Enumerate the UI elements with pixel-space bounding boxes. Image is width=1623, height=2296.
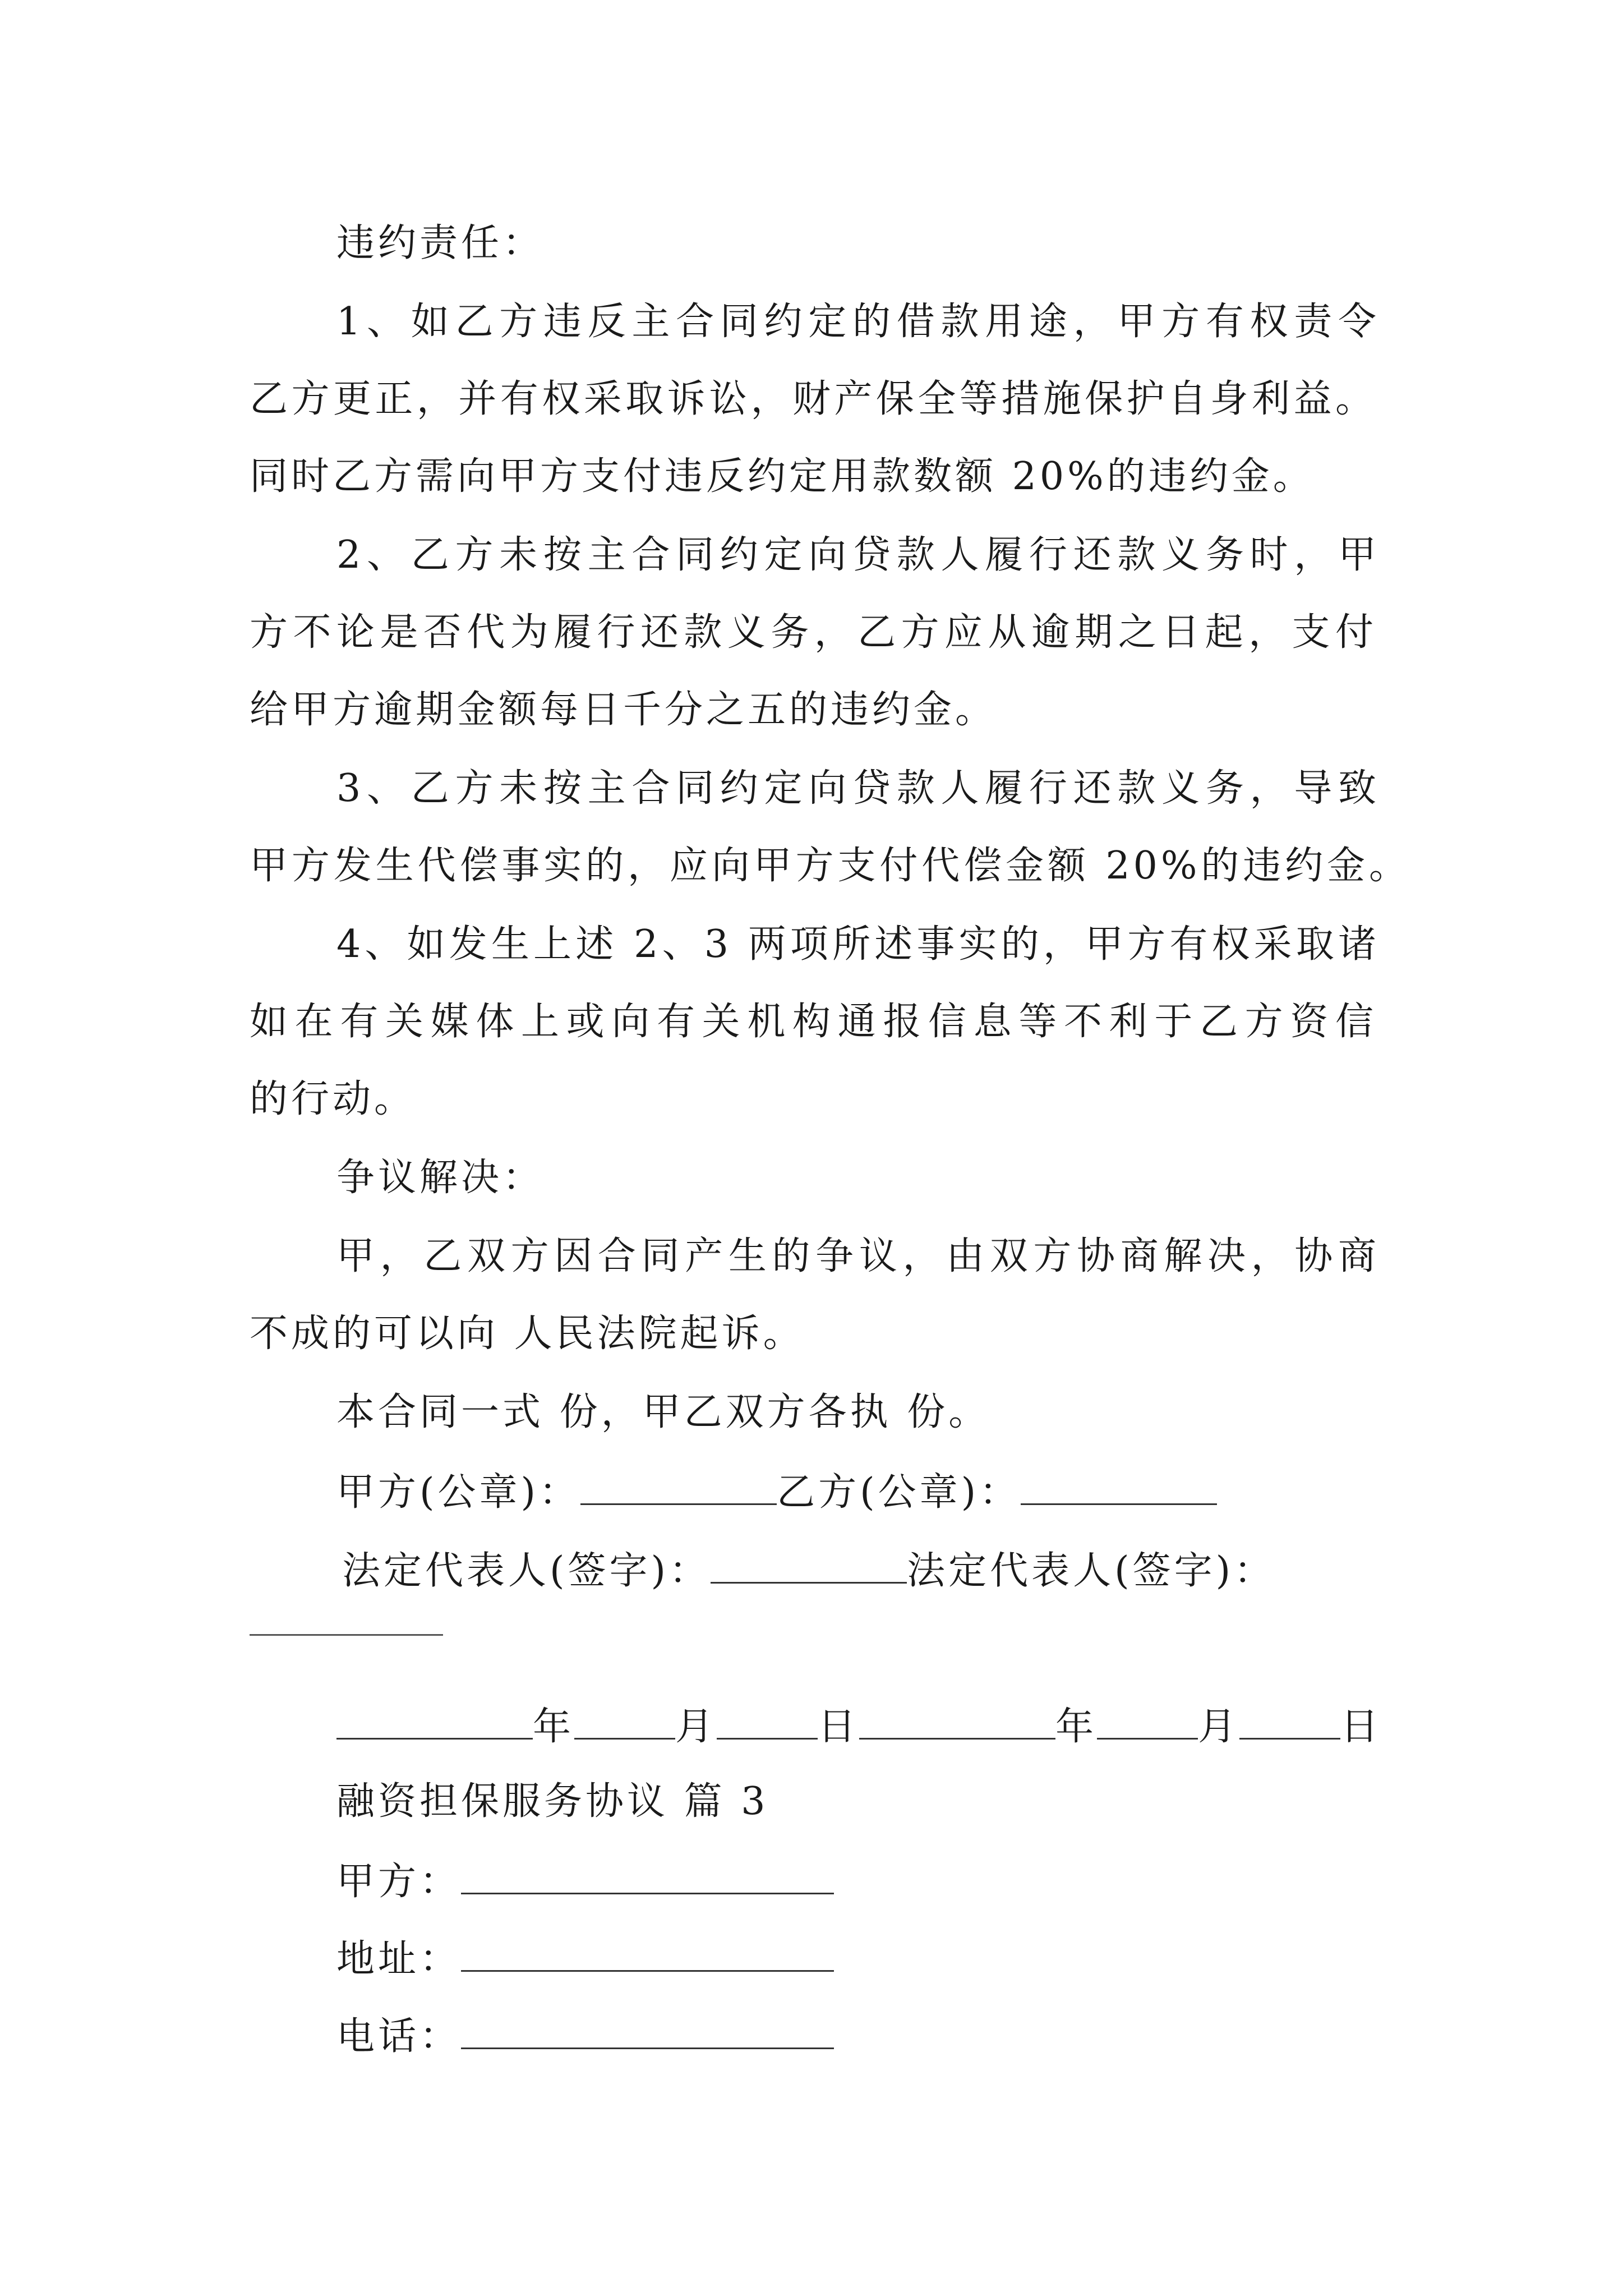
day-a-blank	[717, 1705, 818, 1740]
clause-3-line-2: 甲方发生代偿事实的，应向甲方支付代偿金额 20%的违约金。	[250, 844, 1410, 888]
year-b-blank	[859, 1705, 1055, 1740]
legal-rep-a-blank	[711, 1549, 907, 1584]
phone-blank	[461, 2015, 834, 2049]
legal-rep-b-label: 法定代表人(签字)：	[907, 1549, 1276, 1593]
clause-2-line-3: 给甲方逾期金额每日千分之五的违约金。	[250, 688, 997, 732]
clause-4-line-3: 的行动。	[250, 1077, 416, 1121]
legal-rep-b-blank	[250, 1634, 443, 1636]
month-b-blank	[1097, 1705, 1198, 1740]
clause-1-line-2: 乙方更正，并有权采取诉讼，财产保全等措施保护自身利益。	[250, 377, 1377, 421]
section-title: 融资担保服务协议 篇 3	[336, 1779, 769, 1824]
dispute-heading: 争议解决：	[336, 1156, 545, 1200]
day-b-blank	[1239, 1705, 1340, 1740]
legal-rep-a-label: 法定代表人(签字)：	[342, 1549, 711, 1593]
clause-2-line-2: 方不论是否代为履行还款义务，乙方应从逾期之日起，支付	[250, 610, 1377, 655]
party-a-row	[336, 1860, 834, 1904]
phone-label: 电话：	[336, 2014, 462, 2059]
month-b-label: 月	[1198, 1705, 1240, 1749]
party-a-blank	[461, 1860, 834, 1894]
clause-1-line-1: 1、如乙方违反主合同约定的借款用途，甲方有权责令	[336, 300, 1380, 344]
clause-1-line-3: 同时乙方需向甲方支付违反约定用款数额 20%的违约金。	[250, 454, 1315, 499]
party-b-seal-label: 乙方(公章)：	[777, 1470, 1021, 1515]
month-a-label: 月	[675, 1705, 717, 1749]
clause-2-line-1: 2、乙方未按主合同约定向贷款人履行还款义务时，甲	[336, 533, 1380, 577]
dispute-line-2: 不成的可以向 人民法院起诉。	[250, 1312, 805, 1356]
party-a-seal-label: 甲方(公章)：	[336, 1470, 581, 1515]
clause-4-line-2: 如在有关媒体上或向有关机构通报信息等不利于乙方资信	[250, 1000, 1377, 1044]
address-label: 地址：	[336, 1937, 462, 1981]
seal-row	[336, 1470, 1217, 1515]
party-b-seal-blank	[1021, 1471, 1217, 1505]
year-a-label: 年	[533, 1705, 575, 1749]
year-a-blank	[336, 1705, 533, 1740]
breach-heading: 违约责任：	[336, 221, 545, 265]
clause-3-line-1: 3、乙方未按主合同约定向贷款人履行还款义务，导致	[336, 766, 1380, 811]
address-blank	[461, 1938, 834, 1972]
phone-row	[336, 2014, 834, 2059]
year-b-label: 年	[1055, 1705, 1098, 1749]
address-row	[336, 1937, 834, 1981]
party-a-seal-blank	[580, 1471, 777, 1505]
day-b-label: 日	[1340, 1705, 1382, 1749]
party-a-label: 甲方：	[336, 1860, 462, 1904]
date-row	[336, 1705, 1382, 1749]
dispute-line-1: 甲，乙双方因合同产生的争议，由双方协商解决，协商	[336, 1234, 1380, 1278]
legal-rep-row	[342, 1549, 1276, 1593]
day-a-label: 日	[818, 1705, 860, 1749]
month-a-blank	[574, 1705, 675, 1740]
copies-line: 本合同一式 份，甲乙双方各执 份。	[336, 1390, 990, 1434]
clause-4-line-1: 4、如发生上述 2、3 两项所述事实的，甲方有权采取诸	[336, 922, 1380, 967]
